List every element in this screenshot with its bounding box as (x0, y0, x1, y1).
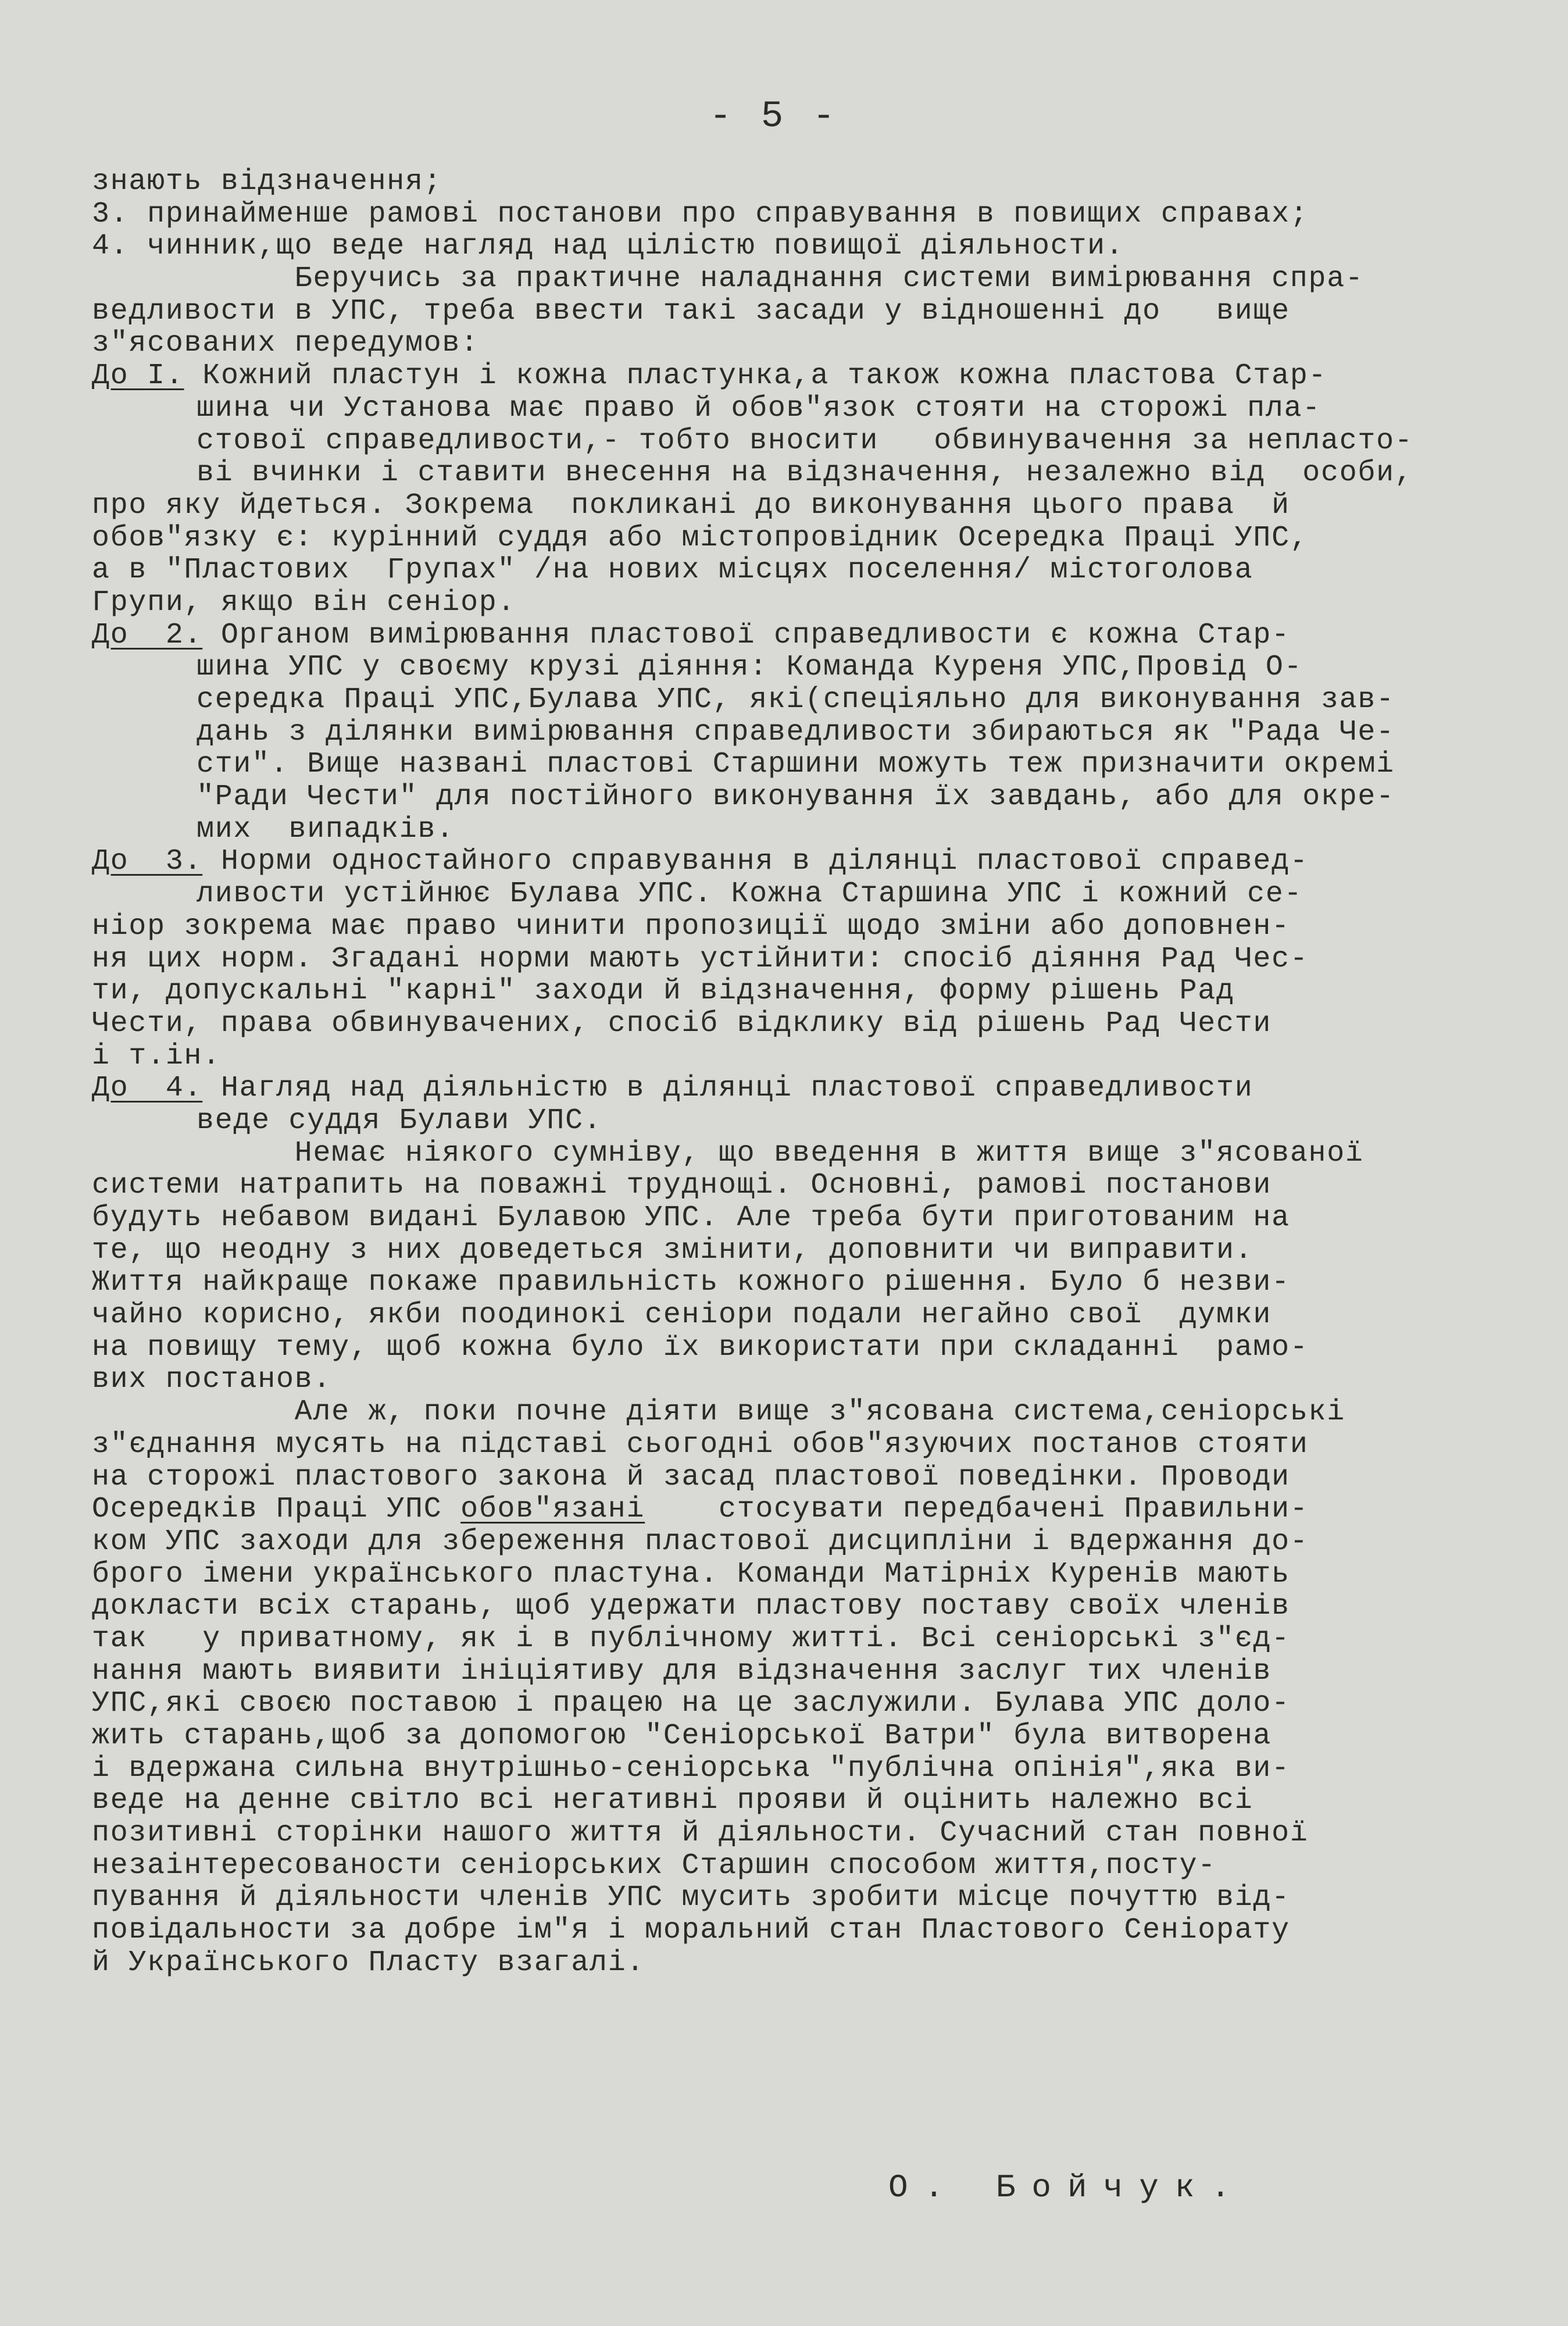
text-line (92, 198, 1499, 231)
text-line (92, 587, 1499, 619)
text-line (92, 1267, 1499, 1299)
line-text: шина чи Установа має право й обов"язок стояти на сторожі пла- (197, 391, 1321, 425)
line-text: ня цих норм. Згадані норми мають устійнити: спосіб діяння Рад Чес- (92, 942, 1309, 976)
line-text: ведливости в УПС, треба ввести такі засади у відношенні до вище (92, 294, 1290, 328)
text-line (92, 1656, 1499, 1688)
line-text: Але ж, поки почне діяти вище з"ясована система,сеніорські (92, 1396, 1345, 1429)
line-text: Кожний пластун і кожна пластунка,а також кожна пластова Стар- (184, 359, 1327, 393)
line-text: й Українського Пласту взагалі. (92, 1946, 645, 1979)
body-text (92, 166, 1499, 1979)
text-line (92, 1137, 1499, 1170)
line-text: незаінтересованости сеніорських Старшин способом життя,посту- (92, 1849, 1216, 1882)
line-text: пування й діяльности членів УПС мусить зробити місце почуттю від- (92, 1881, 1290, 1915)
line-text: про яку йдеться. Зокрема покликані до виконування цього права й (92, 488, 1290, 522)
section-marker: До I. (92, 359, 184, 393)
text-line (92, 1008, 1499, 1040)
line-text: докласти всіх старань, щоб удержати пластову поставу своїх членів (92, 1590, 1290, 1624)
text-line (92, 166, 1499, 198)
text-line (92, 1688, 1499, 1720)
line-text: шина УПС у своєму крузі діяння: Команда Куреня УПС,Провід О- (197, 651, 1303, 684)
line-text: ві вчинки і ставити внесення на відзначення, незалежно від особи, (197, 456, 1413, 490)
section-marker: До 2. (92, 618, 203, 652)
line-text: на сторожі пластового закона й засад пластової поведінки. Проводи (92, 1460, 1290, 1494)
text-line (92, 1235, 1499, 1267)
line-text: вих постанов. (92, 1363, 332, 1397)
line-text: чайно корисно, якби поодинокі сеніори подали негайно свої думки (92, 1298, 1272, 1332)
text-line (92, 1332, 1499, 1364)
line-text: сти". Вище названі пластові Старшини можуть теж призначити окремі (197, 748, 1395, 782)
text-line (92, 1493, 1499, 1526)
text-line (92, 1558, 1499, 1591)
line-text: обов"язку є: курінний суддя або містопровідник Осередка Праці УПС, (92, 521, 1309, 555)
text-line (92, 1817, 1499, 1850)
text-line (92, 1429, 1499, 1461)
line-text: з"єднання мусять на підставі сьогодні обов"язуючих постанов стояти (92, 1428, 1309, 1461)
text-line (92, 1396, 1499, 1429)
line-text: позитивні сторінки нашого життя й діяльности. Сучасний стан повної (92, 1817, 1309, 1850)
line-text: ком УПС заходи для збереження пластової дисципліни і вдержання до- (92, 1525, 1309, 1558)
line-text: Норми одностайного справування в ділянці пластової справед- (202, 845, 1309, 879)
line-text: нання мають виявити ініціятиву для відзначення заслуг тих членів (92, 1654, 1272, 1688)
line-text: жить старань,щоб за допомогою "Сеніорської Ватри" була витворена (92, 1719, 1272, 1753)
text-line (92, 327, 1499, 360)
line-text: ніор зокрема має право чинити пропозиції щодо зміни або доповнен- (92, 909, 1290, 943)
line-text: "Ради Чести" для постійного виконування їх завдань, або для окре- (197, 780, 1395, 814)
text-line (92, 1850, 1499, 1882)
line-text: знають відзначення; (92, 165, 442, 198)
text-line (92, 1623, 1499, 1656)
line-text: Беручись за практичне наладнання системи вимірювання спра- (92, 262, 1364, 296)
text-line (92, 522, 1499, 555)
text-line (92, 1882, 1499, 1914)
line-text: 4. чинник,що веде нагляд над цілістю повищої діяльности. (92, 230, 1124, 263)
text-line (92, 490, 1499, 522)
text-line (92, 425, 1499, 458)
line-text: так у приватному, як і в публічному житті. Всі сеніорські з"єд- (92, 1622, 1290, 1656)
text-line (92, 1753, 1499, 1785)
text-line (92, 684, 1499, 716)
text-line (92, 1461, 1499, 1494)
text-line (92, 457, 1499, 490)
text-line (92, 878, 1499, 911)
text-line (92, 975, 1499, 1008)
text-line (92, 1720, 1499, 1753)
line-text: ливости устійнює Булава УПС. Кожна Старшина УПС і кожний се- (197, 877, 1303, 911)
text-line (92, 1072, 1499, 1105)
text-line (92, 1364, 1499, 1396)
line-text: а в "Пластових Групах" /на нових місцях поселення/ містоголова (92, 554, 1253, 587)
text-line (92, 230, 1499, 263)
line-text: веде суддя Булави УПС. (197, 1104, 602, 1137)
line-text: Нагляд над діяльністю в ділянці пластової справедливости (202, 1072, 1253, 1105)
line-text: ти, допускальні "карні" заходи й відзначення, форму рішень Рад (92, 975, 1235, 1008)
line-text: Життя найкраще покаже правильність кожного рішення. Було б незви- (92, 1266, 1290, 1300)
underlined-word: обов"язані (460, 1493, 645, 1526)
text-line (92, 1299, 1499, 1332)
text-line (92, 1590, 1499, 1623)
line-text: Органом вимірювання пластової справедливости є кожна Стар- (202, 618, 1290, 652)
text-line (92, 1914, 1499, 1947)
line-text: і т.ін. (92, 1039, 221, 1073)
line-text: Чести, права обвинувачених, спосіб відклику від рішень Рад Чести (92, 1007, 1272, 1040)
line-text: будуть небавом видані Булавою УПС. Але треба бути приготованим на (92, 1201, 1290, 1235)
line-text: мих випадків. (197, 812, 455, 846)
page-number: - 5 - (709, 96, 839, 138)
text-line (92, 1105, 1499, 1137)
line-text: і вдержана сильна внутрішньо-сеніорська "публічна опінія",яка ви- (92, 1751, 1290, 1785)
text-line (92, 911, 1499, 943)
text-line (92, 846, 1499, 878)
text-line (92, 1169, 1499, 1202)
text-line (92, 1947, 1499, 1979)
text-line (92, 1040, 1499, 1073)
line-text: Осередків Праці УПС (92, 1493, 461, 1526)
text-line (92, 651, 1499, 684)
line-text: те, що неодну з них доведеться змінити, доповнити чи виправити. (92, 1233, 1253, 1267)
section-marker: До 3. (92, 845, 203, 879)
text-line (92, 716, 1499, 749)
line-text: брого імени українського пластуна. Команди Матірніх Куренів мають (92, 1557, 1290, 1591)
line-text: стосувати передбачені Правильни- (645, 1493, 1309, 1526)
line-text: 3. принайменше рамові постанови про справування в повищих справах; (92, 197, 1309, 231)
line-text: дань з ділянки вимірювання справедливости збираються як "Рада Че- (197, 715, 1395, 749)
line-text: повідальности за добре ім"я і моральний стан Пластового Сеніорату (92, 1914, 1290, 1947)
text-line (92, 781, 1499, 814)
text-line (92, 814, 1499, 846)
line-text: на повищу тему, щоб кожна було їх використати при складанні рамо- (92, 1330, 1309, 1364)
line-text: системи натрапить на поважні труднощі. Основні, рамові постанови (92, 1169, 1272, 1203)
text-line (92, 1785, 1499, 1817)
line-text: веде на денне світло всі негативні прояви й оцінить належно всі (92, 1784, 1253, 1818)
line-text: середка Праці УПС,Булава УПС, які(спеціяльно для виконування зав- (197, 683, 1395, 716)
line-text: з"ясованих передумов: (92, 327, 479, 361)
line-text: Групи, якщо він сеніор. (92, 586, 516, 619)
signature: О. Бойчук. (888, 2169, 1247, 2206)
text-line (92, 360, 1499, 393)
line-text: Немає ніякого сумніву, що введення в життя вище з"ясованої (92, 1136, 1364, 1170)
line-text: стової справедливости,- тобто вносити обвинувачення за непласто- (197, 424, 1413, 458)
text-line (92, 295, 1499, 328)
text-line (92, 619, 1499, 652)
text-line (92, 393, 1499, 425)
text-line (92, 943, 1499, 976)
section-marker: До 4. (92, 1072, 203, 1105)
text-line (92, 263, 1499, 295)
text-line (92, 1202, 1499, 1235)
line-text: УПС,які своєю поставою і працею на це заслужили. Булава УПС доло- (92, 1687, 1290, 1721)
text-line (92, 748, 1499, 781)
text-line (92, 554, 1499, 587)
text-line (92, 1526, 1499, 1558)
